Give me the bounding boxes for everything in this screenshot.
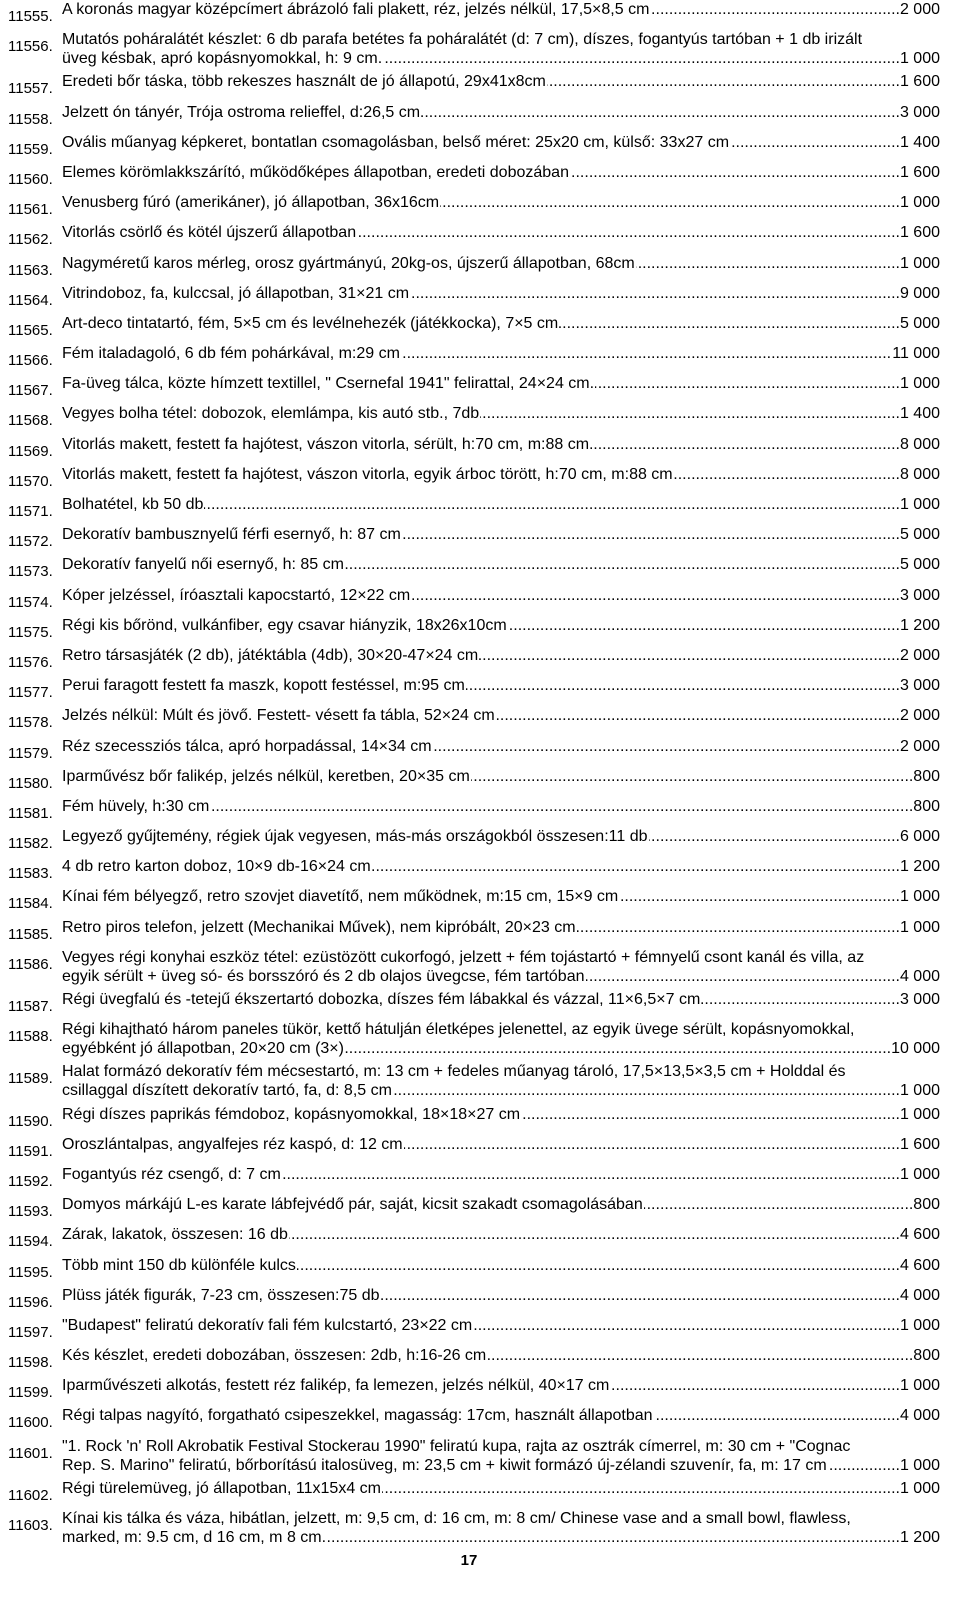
lot-description: Eredeti bőr táska, több rekeszes használt de jó állapotú, 29x41x8cm <box>62 73 546 91</box>
lot-number: 11556. <box>8 38 53 56</box>
lot-number: 11563. <box>8 261 53 279</box>
lot-number: 11581. <box>8 804 53 822</box>
lot-price: 1 600 <box>899 163 940 181</box>
lot-description: A koronás magyar középcímert ábrázoló fali plakett, réz, jelzés nélkül, 17,5×8,5 cm <box>62 1 650 18</box>
lot-number: 11601. <box>8 1444 53 1462</box>
lot-price: 3 000 <box>899 991 940 1008</box>
lot-number: 11587. <box>8 998 53 1015</box>
lot-description-block <box>62 1437 940 1475</box>
lot-description-block <box>62 193 940 212</box>
lot-description: Vitorlás makett, festett fa hajótest, vászon vitorla, sérült, h:70 cm, m:88 cm. <box>62 435 594 453</box>
catalog-entry <box>8 887 940 913</box>
lot-description-block <box>62 555 940 574</box>
lot-description-block <box>62 1020 940 1058</box>
lot-description: Jelzett ón tányér, Trója ostroma relieffel, d:26,5 cm <box>62 103 421 121</box>
lot-price: 1 000 <box>899 1165 940 1183</box>
catalog-entry <box>8 1509 940 1547</box>
lot-price: 800 <box>913 797 940 815</box>
catalog-entry <box>8 706 940 732</box>
catalog-entry <box>8 918 940 944</box>
lot-price: 3 000 <box>899 103 940 121</box>
lot-price: 1 000 <box>899 1456 940 1474</box>
lot-description-block <box>62 706 940 725</box>
catalog-entry <box>8 1437 940 1475</box>
lot-price: 1 000 <box>899 1377 940 1395</box>
lot-number: 11599. <box>8 1384 53 1402</box>
lot-number: 11564. <box>8 291 53 309</box>
lot-description-block <box>62 404 940 423</box>
lot-price: 1 000 <box>899 1316 940 1334</box>
catalog-entry <box>8 586 940 612</box>
lot-price: 1 000 <box>899 1082 940 1100</box>
lot-description: Vitorlás makett, festett fa hajótest, vászon vitorla, egyik árboc törött, h:70 cm, m:88 cm <box>62 465 673 483</box>
lot-description-block <box>62 737 940 756</box>
lot-description-block <box>62 1316 940 1335</box>
lot-description-block <box>62 344 940 363</box>
lot-number: 11560. <box>8 170 53 188</box>
lot-description-block <box>62 918 940 937</box>
lot-price: 1 000 <box>899 194 940 212</box>
catalog-entry <box>8 1020 940 1058</box>
lot-description-block <box>62 284 940 303</box>
lot-price: 4 000 <box>899 967 940 985</box>
lot-description-block <box>62 30 940 68</box>
lot-description: "1. Rock 'n' Roll Akrobatik Festival Stockerau 1990" feliratú kupa, rajta az osztrák címerrel, m: 30 cm + "Cognac Rep. S. Marino" feliratú, bőrborítású italosüveg, m: 23,5 cm + kiwit formázó új-zélandi szuvenír, fa, m: 17 cm <box>62 1437 851 1474</box>
catalog-entry <box>8 404 940 430</box>
lot-description-block <box>62 586 940 605</box>
lot-number: 11600. <box>8 1414 53 1432</box>
lot-number: 11572. <box>8 533 53 551</box>
catalog-entry <box>8 1135 940 1161</box>
lot-number: 11585. <box>8 925 53 943</box>
catalog-entry <box>8 72 940 98</box>
lot-description: Dekoratív fanyelű női esernyő, h: 85 cm <box>62 556 344 574</box>
catalog-list <box>8 0 940 1551</box>
lot-description: Régi kis bőrönd, vulkánfiber, egy csavar hiányzik, 18x26x10cm <box>62 616 507 634</box>
lot-price: 3 000 <box>899 677 940 695</box>
lot-description-block <box>62 103 940 122</box>
catalog-entry <box>8 344 940 370</box>
lot-description-block <box>62 374 940 393</box>
lot-description: Régi kihajtható három paneles tükör, kettő hátulján életképes jelenettel, az egyik üvege sérült, kopásnyomokkal, egyébként jó állapotban, 20×20 cm (3×) <box>62 1021 855 1058</box>
lot-description: Bolhatétel, kb 50 db <box>62 496 204 513</box>
lot-description: Mutatós poháralátét készlet: 6 db parafa betétes fa poháralátét (d: 7 cm), díszes, fogantyús tartóban + 1 db irizált üveg késbak, apró kopásnyomokkal, h: 9 cm. <box>62 31 863 68</box>
catalog-entry <box>8 1479 940 1505</box>
catalog-entry <box>8 1346 940 1372</box>
lot-description-block <box>62 887 940 906</box>
lot-price: 1 000 <box>899 1479 940 1497</box>
lot-description: Iparművész bőr falikép, jelzés nélkül, keretben, 20×35 cm <box>62 767 470 785</box>
catalog-entry <box>8 30 940 68</box>
lot-description-block <box>62 72 940 91</box>
lot-price: 1 600 <box>899 224 940 242</box>
lot-number: 11562. <box>8 231 53 249</box>
lot-description-block <box>62 495 940 514</box>
lot-price: 800 <box>913 1347 940 1365</box>
lot-number: 11567. <box>8 382 53 400</box>
lot-description: Régi üvegfalú és -tetejű ékszertartó dobozka, díszes fém lábakkal és vázzal, 11×6,5×7 cm <box>62 991 701 1008</box>
lot-description-block <box>62 1286 940 1305</box>
lot-description-block <box>62 1376 940 1395</box>
lot-description: Kés készlet, eredeti dobozában, összesen: 2db, h:16-26 cm <box>62 1347 487 1365</box>
lot-description: Réz szecessziós tálca, apró horpadással, 14×34 cm <box>62 737 432 755</box>
lot-number: 11592. <box>8 1172 53 1190</box>
lot-description: Perui faragott festett fa maszk, kopott festéssel, m:95 cm <box>62 677 465 695</box>
lot-price: 2 000 <box>899 707 940 725</box>
lot-price: 8 000 <box>899 465 940 483</box>
lot-description: Zárak, lakatok, összesen: 16 db <box>62 1226 288 1244</box>
lot-price: 5 000 <box>899 314 940 332</box>
catalog-entry <box>8 1165 940 1191</box>
lot-number: 11561. <box>8 201 53 219</box>
lot-description: Plüss játék figurák, 7-23 cm, összesen:75 db <box>62 1286 380 1304</box>
catalog-entry <box>8 103 940 129</box>
catalog-entry <box>8 495 940 521</box>
lot-description-block <box>62 133 940 152</box>
lot-number: 11558. <box>8 110 53 128</box>
lot-description: Kínai fém bélyegző, retro szovjet diavetítő, nem működnek, m:15 cm, 15×9 cm <box>62 888 619 906</box>
lot-number: 11596. <box>8 1293 53 1311</box>
lot-description-block <box>62 646 940 665</box>
lot-price: 2 000 <box>899 646 940 664</box>
catalog-entry <box>8 223 940 249</box>
lot-description-block <box>62 1256 940 1275</box>
catalog-entry <box>8 193 940 219</box>
page-number: 17 <box>460 1552 478 1569</box>
catalog-entry <box>8 1406 940 1432</box>
lot-number: 11591. <box>8 1142 53 1160</box>
lot-number: 11594. <box>8 1233 53 1251</box>
lot-number: 11579. <box>8 744 53 762</box>
lot-price: 4 000 <box>899 1407 940 1425</box>
lot-description-block <box>62 465 940 484</box>
lot-price: 1 200 <box>899 858 940 876</box>
lot-price: 2 000 <box>899 737 940 755</box>
lot-description-block <box>62 223 940 242</box>
lot-price: 1 400 <box>899 405 940 423</box>
lot-description: Art-deco tintatartó, fém, 5×5 cm és levélnehezék (játékkocka), 7×5 cm <box>62 314 559 332</box>
lot-number: 11584. <box>8 895 53 913</box>
lot-price: 1 000 <box>899 254 940 272</box>
catalog-entry <box>8 646 940 672</box>
lot-number: 11590. <box>8 1112 53 1130</box>
lot-description: Több mint 150 db különféle kulcs <box>62 1256 296 1274</box>
lot-price: 4 000 <box>899 1286 940 1304</box>
lot-description-block <box>62 254 940 273</box>
lot-description: Fém italadagoló, 6 db fém pohárkával, m:29 cm <box>62 345 400 363</box>
lot-number: 11595. <box>8 1263 53 1281</box>
lot-number: 11568. <box>8 412 53 430</box>
lot-number: 11603. <box>8 1517 53 1534</box>
catalog-entry <box>8 1316 940 1342</box>
lot-description: Régi díszes paprikás fémdoboz, kopásnyomokkal, 18×18×27 cm <box>62 1105 521 1123</box>
catalog-entry <box>8 737 940 763</box>
lot-number: 11559. <box>8 140 53 158</box>
lot-description: "Budapest" feliratú dekoratív fali fém kulcstartó, 23×22 cm <box>62 1316 473 1334</box>
catalog-entry <box>8 1256 940 1282</box>
lot-price: 1 000 <box>899 375 940 393</box>
lot-number: 11569. <box>8 442 53 460</box>
lot-description: Kóper jelzéssel, íróasztali kapocstartó, 12×22 cm <box>62 586 411 604</box>
lot-description-block <box>62 1062 940 1100</box>
lot-price: 1 000 <box>899 888 940 906</box>
lot-description-block <box>62 525 940 544</box>
lot-price: 10 000 <box>891 1040 940 1058</box>
lot-description-block <box>62 990 940 1009</box>
lot-description-block <box>62 1195 940 1214</box>
lot-price: 4 600 <box>899 1256 940 1274</box>
catalog-entry <box>8 827 940 853</box>
catalog-entry <box>8 314 940 340</box>
lot-description: Nagyméretű karos mérleg, orosz gyártmányú, 20kg-os, újszerű állapotban, 68cm <box>62 254 635 272</box>
lot-price: 5 000 <box>899 526 940 544</box>
lot-description: Elemes körömlakkszárító, működőképes állapotban, eredeti dobozában <box>62 163 569 181</box>
lot-description: Jelzés nélkül: Múlt és jövő. Festett- vésett fa tábla, 52×24 cm <box>62 707 495 725</box>
lot-number: 11565. <box>8 321 53 339</box>
lot-number: 11580. <box>8 774 53 792</box>
lot-number: 11602. <box>8 1486 53 1504</box>
lot-description: Kínai kis tálka és váza, hibátlan, jelzett, m: 9,5 cm, d: 16 cm, m: 8 cm/ Chinese vase and a small bowl, flawless, marked, m: 9.5 cm, d 16 cm, m 8 cm. <box>62 1510 851 1546</box>
lot-price: 2 000 <box>899 1 940 18</box>
lot-description: Oroszlántalpas, angyalfejes réz kaspó, d: 12 cm <box>62 1135 403 1153</box>
lot-description-block <box>62 1225 940 1244</box>
lot-description-block <box>62 676 940 695</box>
lot-price: 800 <box>913 767 940 785</box>
lot-price: 5 000 <box>899 556 940 574</box>
lot-number: 11593. <box>8 1203 53 1221</box>
catalog-entry <box>8 1062 940 1100</box>
lot-description: Fém hüvely, h:30 cm <box>62 797 210 815</box>
lot-number: 11589. <box>8 1070 53 1088</box>
catalog-entry <box>8 284 940 310</box>
lot-description-block <box>62 1479 940 1498</box>
lot-price: 1 000 <box>899 1105 940 1123</box>
catalog-entry <box>8 133 940 159</box>
lot-number: 11575. <box>8 623 53 641</box>
lot-price: 3 000 <box>899 586 940 604</box>
lot-description-block <box>62 1346 940 1365</box>
catalog-entry <box>8 1286 940 1312</box>
catalog-entry <box>8 0 940 26</box>
catalog-entry <box>8 525 940 551</box>
lot-description-block <box>62 0 940 19</box>
lot-description: Vitrindoboz, fa, kulccsal, jó állapotban, 31×21 cm <box>62 284 410 302</box>
lot-number: 11573. <box>8 563 53 581</box>
lot-description: Retro piros telefon, jelzett (Mechanikai Művek), nem kipróbált, 20×23 cm <box>62 918 576 936</box>
lot-number: 11571. <box>8 503 53 520</box>
lot-description-block <box>62 948 940 986</box>
lot-description: Fa-üveg tálca, közte hímzett textillel, " Csernefal 1941" felirattal, 24×24 cm. <box>62 375 595 393</box>
lot-number: 11598. <box>8 1354 53 1372</box>
lot-description-block <box>62 1135 940 1154</box>
lot-description: Iparművészeti alkotás, festett réz falikép, fa lemezen, jelzés nélkül, 40×17 cm <box>62 1377 610 1395</box>
lot-description: Vegyes régi konyhai eszköz tétel: ezüstözött cukorfogó, jelzett + fém tojástartó + fémnyelű csont kanál és villa, az egyik sérült + üveg só- és borsszóró és 2 db olajos üvegcse, fém tartóban <box>62 948 865 985</box>
lot-description: Legyező gyűjtemény, régiek újak vegyesen, más-más országokból összesen:11 db <box>62 828 648 846</box>
catalog-entry <box>8 163 940 189</box>
lot-price: 1 000 <box>899 496 940 513</box>
lot-price: 1 000 <box>899 918 940 936</box>
catalog-entry <box>8 1225 940 1251</box>
lot-description: Halat formázó dekoratív fém mécsestartó, m: 13 cm + fedeles műanyag tároló, 17,5×13,5×3,5 cm + Holddal és csillaggal díszített dekoratív tartó, fa, d: 8,5 cm <box>62 1063 846 1100</box>
lot-description-block <box>62 616 940 635</box>
catalog-entry <box>8 797 940 823</box>
lot-description: 4 db retro karton doboz, 10×9 db-16×24 cm <box>62 858 371 876</box>
lot-number: 11578. <box>8 714 53 732</box>
lot-description-block <box>62 857 940 876</box>
lot-number: 11582. <box>8 835 53 853</box>
lot-number: 11583. <box>8 865 53 883</box>
lot-description-block <box>62 163 940 182</box>
lot-price: 1 600 <box>899 1135 940 1153</box>
lot-price: 8 000 <box>899 435 940 453</box>
catalog-entry <box>8 374 940 400</box>
lot-number: 11555. <box>8 8 53 25</box>
lot-number: 11566. <box>8 352 53 370</box>
lot-description: Régi talpas nagyító, forgatható csipeszekkel, magasság: 17cm, használt állapotban <box>62 1407 653 1425</box>
lot-description-block <box>62 1509 940 1547</box>
lot-price: 1 200 <box>899 1529 940 1546</box>
lot-price: 4 600 <box>899 1226 940 1244</box>
lot-description-block <box>62 1165 940 1184</box>
lot-description-block <box>62 314 940 333</box>
lot-description-block <box>62 1105 940 1124</box>
catalog-entry <box>8 1376 940 1402</box>
lot-description: Fogantyús réz csengő, d: 7 cm <box>62 1165 281 1183</box>
lot-description: Venusberg fúró (amerikáner), jó állapotban, 36x16cm <box>62 194 440 212</box>
lot-price: 800 <box>913 1196 940 1214</box>
catalog-entry <box>8 857 940 883</box>
lot-description: Ovális műanyag képkeret, bontatlan csomagolásban, belső méret: 25x20 cm, külső: 33x27 cm <box>62 133 730 151</box>
catalog-entry <box>8 555 940 581</box>
lot-description-block <box>62 767 940 786</box>
lot-price: 11 000 <box>892 345 940 363</box>
lot-price: 1 200 <box>899 616 940 634</box>
lot-description: Dekoratív bambusznyelű férfi esernyő, h: 87 cm <box>62 526 401 544</box>
lot-number: 11576. <box>8 653 53 671</box>
lot-price: 1 400 <box>899 133 940 151</box>
catalog-entry <box>8 435 940 461</box>
lot-description: Régi türelemüveg, jó állapotban, 11x15x4 cm <box>62 1479 381 1497</box>
catalog-entry <box>8 767 940 793</box>
lot-price: 6 000 <box>899 828 940 846</box>
lot-number: 11570. <box>8 472 53 490</box>
lot-price: 1 600 <box>899 73 940 91</box>
catalog-entry <box>8 1105 940 1131</box>
catalog-entry <box>8 1195 940 1221</box>
catalog-entry <box>8 465 940 491</box>
lot-number: 11586. <box>8 955 53 973</box>
lot-description-block <box>62 1406 940 1425</box>
catalog-entry <box>8 254 940 280</box>
lot-description: Domyos márkájú L-es karate lábfejvédő pár, saját, kicsit szakadt csomagolásában <box>62 1196 643 1214</box>
lot-number: 11597. <box>8 1323 53 1341</box>
lot-number: 11588. <box>8 1028 53 1046</box>
lot-description: Vegyes bolha tétel: dobozok, elemlámpa, kis autó stb., 7db <box>62 405 480 423</box>
catalog-entry <box>8 948 940 986</box>
lot-price: 1 000 <box>899 50 940 68</box>
lot-description: Vitorlás csörlő és kötél újszerű állapotban <box>62 224 357 242</box>
lot-description-block <box>62 797 940 816</box>
lot-number: 11577. <box>8 684 53 702</box>
lot-description-block <box>62 827 940 846</box>
catalog-entry <box>8 616 940 642</box>
lot-price: 9 000 <box>899 284 940 302</box>
catalog-entry <box>8 676 940 702</box>
lot-number: 11557. <box>8 80 53 98</box>
lot-number: 11574. <box>8 593 53 611</box>
catalog-entry <box>8 990 940 1016</box>
lot-description: Retro társasjáték (2 db), játéktábla (4db), 30×20-47×24 cm <box>62 646 479 664</box>
lot-description-block <box>62 435 940 454</box>
